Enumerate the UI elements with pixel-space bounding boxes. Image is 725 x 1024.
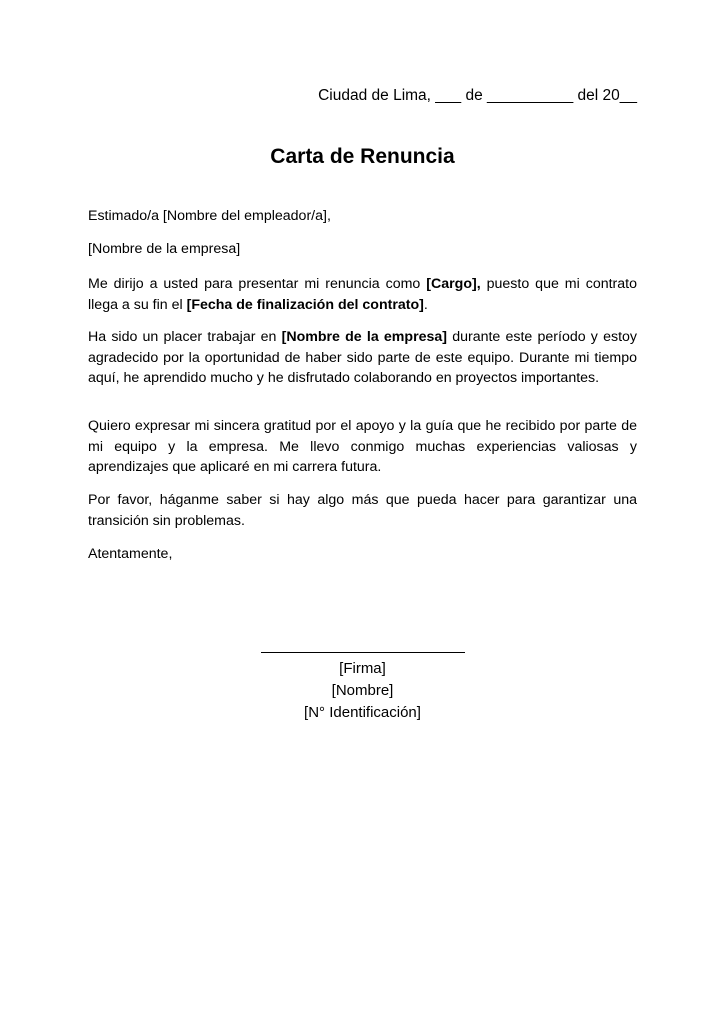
paragraph-resignation xyxy=(88,274,637,315)
letter-title: Carta de Renuncia xyxy=(270,145,455,168)
paragraph-text: durante este período y estoy agradecido por la oportunidad de haber sido parte de este equipo. Durante mi tiempo aquí, he aprendido mucho y he disfrutado colaborando en proyectos importantes. xyxy=(88,329,638,386)
paragraph-text: Ha sido un placer trabajar en xyxy=(88,329,282,345)
placeholder-fecha: [Fecha de finalización del contrato] xyxy=(186,296,424,313)
placeholder-cargo: [Cargo], xyxy=(426,276,481,292)
paragraph-transition: Por favor, háganme saber si hay algo más que pueda hacer para garantizar una transición sin problemas. xyxy=(88,492,637,529)
signature-block xyxy=(0,652,725,724)
signature-identificacion: [N° Identificación] xyxy=(304,704,421,721)
paragraph-text: . xyxy=(423,296,428,313)
placeholder-empresa: [Nombre de la empresa] xyxy=(281,329,447,345)
signature-line xyxy=(261,652,465,653)
paragraph-experience xyxy=(88,327,637,389)
company-name: [Nombre de la empresa] xyxy=(88,241,241,257)
signature-nombre: [Nombre] xyxy=(331,682,394,699)
greeting: Estimado/a [Nombre del empleador/a], xyxy=(88,208,331,224)
signature-firma: [Firma] xyxy=(339,660,386,677)
closing: Atentamente, xyxy=(88,546,173,562)
paragraph-gratitude: Quiero expresar mi sincera gratitud por el apoyo y la guía que he recibido por parte de mi equipo y la empresa. Me llevo conmigo muchas experiencias valiosas y aprendizajes que aplicaré en mi carrera futura. xyxy=(88,418,637,475)
paragraph-text: puesto que mi contrato llega a su fin el xyxy=(88,276,637,313)
paragraph-text: Me dirijo a usted para presentar mi renuncia como xyxy=(88,276,427,292)
date-line: Ciudad de Lima, ___ de __________ del 20__ xyxy=(318,87,637,104)
